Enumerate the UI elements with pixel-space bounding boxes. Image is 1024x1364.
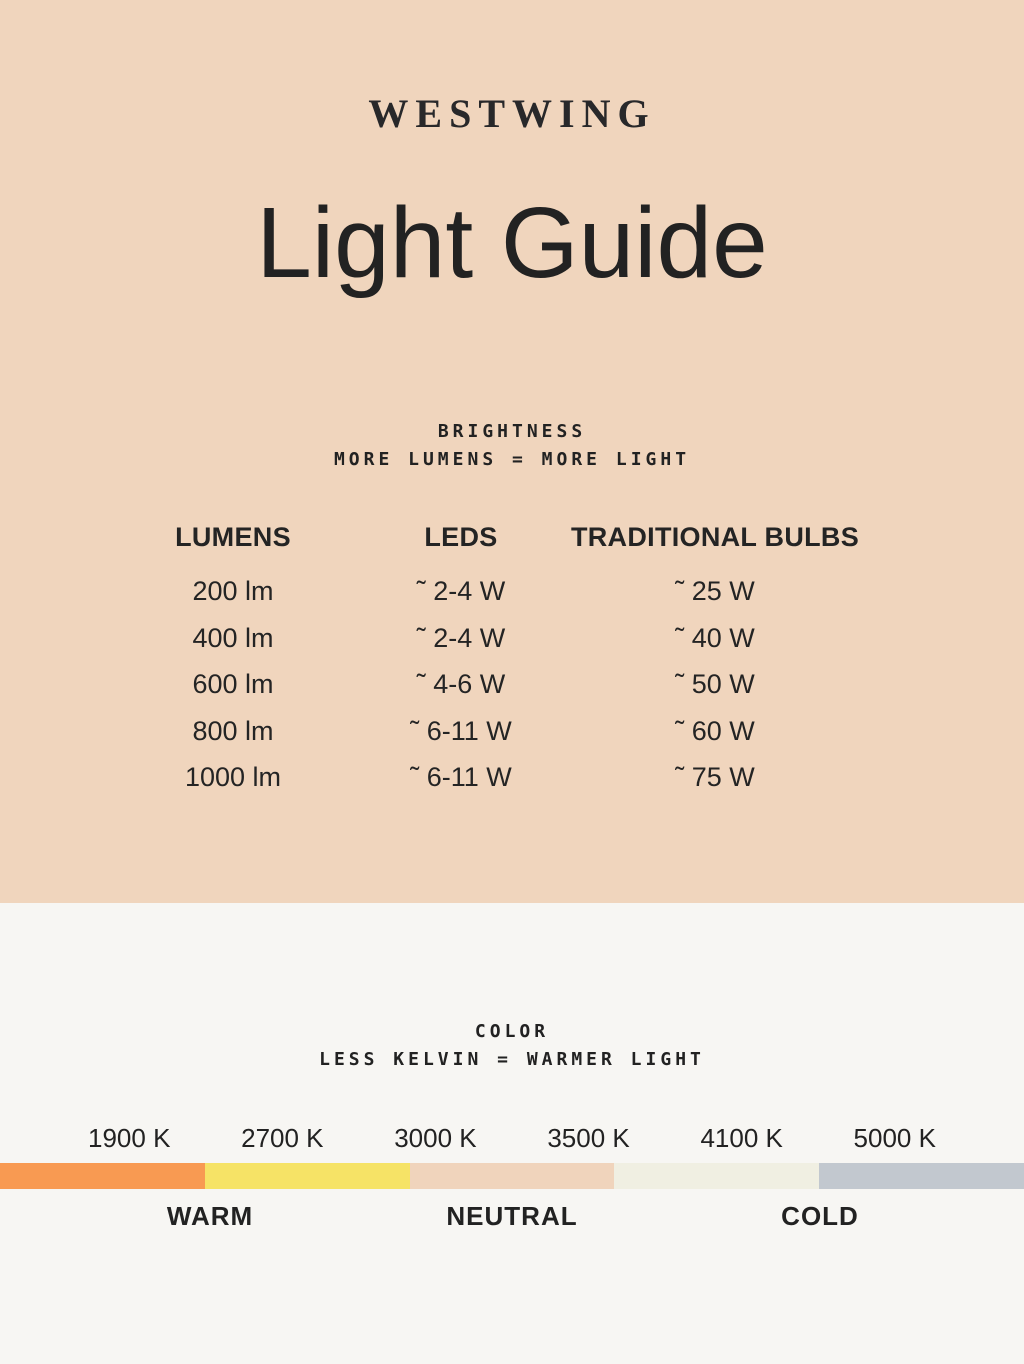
scale-segment-warm-orange — [0, 1163, 205, 1189]
color-heading: COLOR — [474, 1021, 550, 1042]
column-traditional-bulbs — [571, 522, 859, 801]
kelvin-label: 5000 K — [853, 1123, 936, 1153]
column-header-lumens: LUMENS — [175, 522, 291, 552]
temperature-labels-row — [0, 1201, 1024, 1231]
table-cell: ˜ 40 W — [675, 622, 755, 653]
kelvin-label: 4100 K — [700, 1123, 783, 1153]
kelvin-scale-labels — [0, 1124, 1024, 1152]
brightness-heading-block — [0, 418, 1024, 474]
table-cell: ˜ 4-6 W — [416, 669, 506, 699]
table-cell: ˜ 2-4 W — [416, 576, 506, 606]
temperature-label-neutral: NEUTRAL — [446, 1201, 578, 1231]
color-section — [0, 903, 1024, 1364]
column-header-traditional-bulbs: TRADITIONAL BULBS — [570, 522, 860, 552]
temperature-label-warm: WARM — [166, 1201, 254, 1231]
kelvin-label: 1900 K — [88, 1123, 171, 1153]
table-cell: ˜ 50 W — [675, 669, 755, 699]
column-lumens — [175, 522, 291, 801]
scale-segment-neutral-peach — [410, 1163, 615, 1189]
table-cell: 600 lm — [192, 669, 274, 699]
table-cell: ˜ 6-11 W — [410, 762, 512, 792]
table-cell: ˜ 2-4 W — [416, 622, 506, 653]
table-cell: 800 lm — [192, 715, 274, 746]
temperature-label-cold: COLD — [781, 1201, 859, 1231]
table-cell: 200 lm — [192, 576, 274, 606]
color-temperature-scale-bar — [0, 1163, 1024, 1189]
brand-logo: WESTWING — [368, 91, 656, 136]
scale-segment-neutral-cream — [614, 1163, 819, 1189]
table-cell: ˜ 75 W — [675, 762, 755, 792]
column-leds — [410, 522, 512, 801]
brightness-subheading: MORE LUMENS = MORE LIGHT — [333, 449, 691, 470]
kelvin-label: 3500 K — [547, 1123, 630, 1153]
brightness-heading: BRIGHTNESS — [437, 421, 587, 442]
scale-segment-cold-gray — [819, 1163, 1024, 1189]
column-header-leds: LEDS — [424, 522, 498, 552]
kelvin-label: 3000 K — [394, 1123, 477, 1153]
kelvin-label: 2700 K — [241, 1123, 324, 1153]
table-cell: 400 lm — [192, 622, 274, 653]
table-cell: ˜ 6-11 W — [410, 715, 512, 746]
color-heading-block — [0, 903, 1024, 1074]
table-cell: ˜ 25 W — [675, 576, 755, 606]
color-subheading: LESS KELVIN = WARMER LIGHT — [319, 1049, 705, 1070]
brightness-table — [0, 522, 1024, 807]
table-cell: 1000 lm — [184, 762, 282, 792]
page-title: Light Guide — [256, 187, 768, 299]
scale-segment-warm-yellow — [205, 1163, 410, 1189]
table-cell: ˜ 60 W — [675, 715, 755, 746]
